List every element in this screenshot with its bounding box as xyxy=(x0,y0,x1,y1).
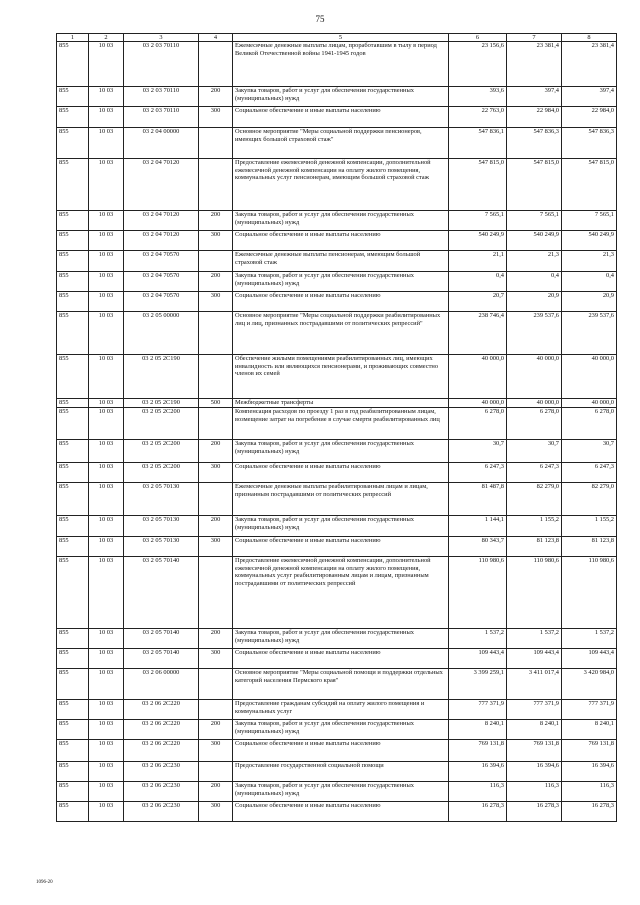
amount-year-3: 16 394,6 xyxy=(562,762,617,782)
amount-year-2: 3 411 017,4 xyxy=(507,669,562,700)
amount-year-1: 23 156,6 xyxy=(449,42,507,87)
table-row xyxy=(57,408,617,440)
amount-year-2: 7 565,1 xyxy=(507,211,562,231)
table-row xyxy=(57,537,617,557)
section-code: 10 03 xyxy=(89,211,124,231)
amount-year-1: 7 565,1 xyxy=(449,211,507,231)
amount-year-3: 6 278,0 xyxy=(562,408,617,440)
target-article: 03 2 06 2С220 xyxy=(124,740,199,762)
column-header-7: 7 xyxy=(507,34,562,42)
expense-type: 300 xyxy=(199,537,233,557)
target-article: 03 2 06 2С230 xyxy=(124,782,199,802)
item-name: Основное мероприятие "Меры социальной поддержки пенсионеров, имеющих большой страховой стаж" xyxy=(233,128,449,159)
item-name: Закупка товаров, работ и услуг для обеспечения государственных (муниципальных) нужд xyxy=(233,440,449,463)
column-header-5: 5 xyxy=(233,34,449,42)
amount-year-1: 81 487,8 xyxy=(449,483,507,516)
amount-year-2: 1 537,2 xyxy=(507,629,562,649)
item-name: Закупка товаров, работ и услуг для обеспечения государственных (муниципальных) нужд xyxy=(233,272,449,292)
amount-year-3: 81 123,8 xyxy=(562,537,617,557)
item-name: Закупка товаров, работ и услуг для обеспечения государственных (муниципальных) нужд xyxy=(233,629,449,649)
amount-year-2: 547 836,3 xyxy=(507,128,562,159)
target-article: 03 2 04 70570 xyxy=(124,272,199,292)
admin-code: 855 xyxy=(57,483,89,516)
amount-year-2: 40 000,0 xyxy=(507,399,562,408)
amount-year-3: 3 420 984,0 xyxy=(562,669,617,700)
target-article: 03 2 05 2С200 xyxy=(124,408,199,440)
section-code: 10 03 xyxy=(89,408,124,440)
admin-code: 855 xyxy=(57,802,89,822)
item-name: Предоставление гражданам субсидий на оплату жилого помещения и коммунальных услуг xyxy=(233,700,449,720)
amount-year-1: 110 980,6 xyxy=(449,557,507,629)
amount-year-1: 21,1 xyxy=(449,251,507,272)
section-code: 10 03 xyxy=(89,399,124,408)
table-row xyxy=(57,440,617,463)
admin-code: 855 xyxy=(57,312,89,355)
amount-year-1: 3 399 259,1 xyxy=(449,669,507,700)
table-row xyxy=(57,399,617,408)
item-name: Ежемесячные денежные выплаты лицам, проработавшим в тылу в период Великой Отечественной войны 1941-1945 годов xyxy=(233,42,449,87)
item-name: Предоставление государственной социальной помощи xyxy=(233,762,449,782)
budget-table xyxy=(56,33,617,822)
admin-code: 855 xyxy=(57,272,89,292)
amount-year-3: 30,7 xyxy=(562,440,617,463)
table-row xyxy=(57,720,617,740)
section-code: 10 03 xyxy=(89,159,124,211)
table-row xyxy=(57,292,617,312)
admin-code: 855 xyxy=(57,399,89,408)
table-row xyxy=(57,87,617,107)
item-name: Ежемесячные денежные выплаты реабилитированным лицам и лицам, признанным пострадавшими от политических репрессий xyxy=(233,483,449,516)
expense-type xyxy=(199,669,233,700)
amount-year-1: 40 000,0 xyxy=(449,355,507,399)
target-article: 03 2 05 2С200 xyxy=(124,440,199,463)
expense-type xyxy=(199,483,233,516)
amount-year-2: 40 000,0 xyxy=(507,355,562,399)
amount-year-1: 6 247,3 xyxy=(449,463,507,483)
amount-year-3: 777 371,9 xyxy=(562,700,617,720)
section-code: 10 03 xyxy=(89,762,124,782)
admin-code: 855 xyxy=(57,87,89,107)
admin-code: 855 xyxy=(57,355,89,399)
target-article: 03 2 04 70120 xyxy=(124,211,199,231)
table-row xyxy=(57,128,617,159)
expense-type xyxy=(199,159,233,211)
amount-year-3: 0,4 xyxy=(562,272,617,292)
amount-year-1: 80 343,7 xyxy=(449,537,507,557)
table-row xyxy=(57,700,617,720)
section-code: 10 03 xyxy=(89,483,124,516)
expense-type: 200 xyxy=(199,272,233,292)
amount-year-2: 777 371,9 xyxy=(507,700,562,720)
section-code: 10 03 xyxy=(89,107,124,128)
amount-year-3: 20,9 xyxy=(562,292,617,312)
section-code: 10 03 xyxy=(89,720,124,740)
expense-type xyxy=(199,128,233,159)
target-article: 03 2 06 00000 xyxy=(124,669,199,700)
table-row xyxy=(57,483,617,516)
amount-year-1: 547 836,1 xyxy=(449,128,507,159)
section-code: 10 03 xyxy=(89,669,124,700)
table-row xyxy=(57,649,617,669)
table-row xyxy=(57,251,617,272)
table-row xyxy=(57,312,617,355)
admin-code: 855 xyxy=(57,42,89,87)
item-name: Закупка товаров, работ и услуг для обеспечения государственных (муниципальных) нужд xyxy=(233,516,449,537)
section-code: 10 03 xyxy=(89,42,124,87)
target-article: 03 2 05 70140 xyxy=(124,649,199,669)
amount-year-1: 109 443,4 xyxy=(449,649,507,669)
amount-year-1: 8 240,1 xyxy=(449,720,507,740)
expense-type: 300 xyxy=(199,107,233,128)
column-header-6: 6 xyxy=(449,34,507,42)
admin-code: 855 xyxy=(57,128,89,159)
table-row xyxy=(57,782,617,802)
amount-year-3: 1 155,2 xyxy=(562,516,617,537)
expense-type xyxy=(199,312,233,355)
target-article: 03 2 03 70110 xyxy=(124,42,199,87)
expense-type: 200 xyxy=(199,782,233,802)
amount-year-1: 22 763,0 xyxy=(449,107,507,128)
amount-year-2: 23 381,4 xyxy=(507,42,562,87)
section-code: 10 03 xyxy=(89,557,124,629)
section-code: 10 03 xyxy=(89,649,124,669)
admin-code: 855 xyxy=(57,740,89,762)
table-row xyxy=(57,107,617,128)
table-row xyxy=(57,669,617,700)
admin-code: 855 xyxy=(57,159,89,211)
admin-code: 855 xyxy=(57,782,89,802)
target-article: 03 2 05 70130 xyxy=(124,516,199,537)
section-code: 10 03 xyxy=(89,128,124,159)
column-header-3: 3 xyxy=(124,34,199,42)
section-code: 10 03 xyxy=(89,251,124,272)
expense-type xyxy=(199,762,233,782)
amount-year-3: 82 279,0 xyxy=(562,483,617,516)
item-name: Социальное обеспечение и иные выплаты населению xyxy=(233,107,449,128)
admin-code: 855 xyxy=(57,516,89,537)
expense-type: 200 xyxy=(199,629,233,649)
section-code: 10 03 xyxy=(89,440,124,463)
item-name: Социальное обеспечение и иные выплаты населению xyxy=(233,802,449,822)
admin-code: 855 xyxy=(57,557,89,629)
amount-year-2: 20,9 xyxy=(507,292,562,312)
table-row xyxy=(57,516,617,537)
amount-year-3: 7 565,1 xyxy=(562,211,617,231)
amount-year-1: 30,7 xyxy=(449,440,507,463)
amount-year-1: 238 746,4 xyxy=(449,312,507,355)
column-header-8: 8 xyxy=(562,34,617,42)
amount-year-1: 540 249,9 xyxy=(449,231,507,251)
amount-year-3: 21,3 xyxy=(562,251,617,272)
table-row xyxy=(57,211,617,231)
expense-type xyxy=(199,42,233,87)
amount-year-1: 777 371,9 xyxy=(449,700,507,720)
amount-year-3: 22 984,0 xyxy=(562,107,617,128)
amount-year-3: 23 381,4 xyxy=(562,42,617,87)
admin-code: 855 xyxy=(57,669,89,700)
table-row xyxy=(57,272,617,292)
section-code: 10 03 xyxy=(89,292,124,312)
item-name: Ежемесячные денежные выплаты пенсионерам, имеющим большой страховой стаж xyxy=(233,251,449,272)
item-name: Закупка товаров, работ и услуг для обеспечения государственных (муниципальных) нужд xyxy=(233,782,449,802)
admin-code: 855 xyxy=(57,251,89,272)
admin-code: 855 xyxy=(57,720,89,740)
amount-year-1: 1 537,2 xyxy=(449,629,507,649)
target-article: 03 2 04 00000 xyxy=(124,128,199,159)
section-code: 10 03 xyxy=(89,629,124,649)
item-name: Обеспечение жилыми помещениями реабилитированных лиц, имеющих инвалидность или являющихся пенсионерами, и проживающих совместно членов их семей xyxy=(233,355,449,399)
section-code: 10 03 xyxy=(89,463,124,483)
section-code: 10 03 xyxy=(89,802,124,822)
item-name: Социальное обеспечение и иные выплаты населению xyxy=(233,231,449,251)
amount-year-3: 540 249,9 xyxy=(562,231,617,251)
section-code: 10 03 xyxy=(89,537,124,557)
amount-year-2: 1 155,2 xyxy=(507,516,562,537)
amount-year-2: 769 131,8 xyxy=(507,740,562,762)
item-name: Компенсация расходов по проезду 1 раз в год реабилитированным лицам, возмещение затрат на погребение в случае смерти реабилитированных лиц xyxy=(233,408,449,440)
section-code: 10 03 xyxy=(89,740,124,762)
amount-year-2: 0,4 xyxy=(507,272,562,292)
column-header-4: 4 xyxy=(199,34,233,42)
amount-year-2: 16 394,6 xyxy=(507,762,562,782)
section-code: 10 03 xyxy=(89,231,124,251)
expense-type xyxy=(199,557,233,629)
admin-code: 855 xyxy=(57,408,89,440)
table-row xyxy=(57,42,617,87)
item-name: Закупка товаров, работ и услуг для обеспечения государственных (муниципальных) нужд xyxy=(233,87,449,107)
amount-year-3: 40 000,0 xyxy=(562,355,617,399)
expense-type: 300 xyxy=(199,740,233,762)
amount-year-3: 1 537,2 xyxy=(562,629,617,649)
item-name: Социальное обеспечение и иные выплаты населению xyxy=(233,537,449,557)
item-name: Закупка товаров, работ и услуг для обеспечения государственных (муниципальных) нужд xyxy=(233,720,449,740)
section-code: 10 03 xyxy=(89,87,124,107)
column-header-1: 1 xyxy=(57,34,89,42)
amount-year-1: 16 394,6 xyxy=(449,762,507,782)
expense-type xyxy=(199,355,233,399)
table-row xyxy=(57,557,617,629)
target-article: 03 2 06 2С220 xyxy=(124,700,199,720)
item-name: Предоставление ежемесячной денежной компенсации, дополнительной ежемесячной денежной компенсации на оплату жилого помещения, коммунальных услуг пенсионерам, имеющим большой страховой стаж xyxy=(233,159,449,211)
target-article: 03 2 05 00000 xyxy=(124,312,199,355)
admin-code: 855 xyxy=(57,440,89,463)
target-article: 03 2 05 70130 xyxy=(124,537,199,557)
amount-year-2: 82 279,0 xyxy=(507,483,562,516)
section-code: 10 03 xyxy=(89,700,124,720)
section-code: 10 03 xyxy=(89,272,124,292)
target-article: 03 2 06 2С220 xyxy=(124,720,199,740)
table-row xyxy=(57,159,617,211)
expense-type xyxy=(199,700,233,720)
amount-year-2: 8 240,1 xyxy=(507,720,562,740)
amount-year-2: 540 249,9 xyxy=(507,231,562,251)
expense-type: 200 xyxy=(199,440,233,463)
admin-code: 855 xyxy=(57,762,89,782)
table-row xyxy=(57,762,617,782)
amount-year-2: 30,7 xyxy=(507,440,562,463)
amount-year-2: 22 984,0 xyxy=(507,107,562,128)
amount-year-2: 6 247,3 xyxy=(507,463,562,483)
item-name: Предоставление ежемесячной денежной компенсации, дополнительной ежемесячной денежной компенсации на оплату жилого помещения, коммунальных услуг реабилитированным лицам и лицам, признанным пострадавшими от политических репрессий xyxy=(233,557,449,629)
expense-type: 200 xyxy=(199,87,233,107)
amount-year-3: 16 278,3 xyxy=(562,802,617,822)
amount-year-3: 109 443,4 xyxy=(562,649,617,669)
table-header-row xyxy=(57,34,617,42)
admin-code: 855 xyxy=(57,107,89,128)
table-row xyxy=(57,740,617,762)
target-article: 03 2 03 70110 xyxy=(124,87,199,107)
target-article: 03 2 06 2С230 xyxy=(124,802,199,822)
table-row xyxy=(57,355,617,399)
expense-type: 300 xyxy=(199,231,233,251)
amount-year-2: 81 123,8 xyxy=(507,537,562,557)
target-article: 03 2 05 70130 xyxy=(124,483,199,516)
target-article: 03 2 05 2С190 xyxy=(124,355,199,399)
amount-year-2: 547 815,0 xyxy=(507,159,562,211)
amount-year-1: 40 000,0 xyxy=(449,399,507,408)
expense-type: 200 xyxy=(199,211,233,231)
amount-year-3: 239 537,6 xyxy=(562,312,617,355)
expense-type: 500 xyxy=(199,399,233,408)
column-header-2: 2 xyxy=(89,34,124,42)
amount-year-2: 16 278,3 xyxy=(507,802,562,822)
target-article: 03 2 03 70110 xyxy=(124,107,199,128)
section-code: 10 03 xyxy=(89,782,124,802)
amount-year-1: 20,7 xyxy=(449,292,507,312)
admin-code: 855 xyxy=(57,649,89,669)
admin-code: 855 xyxy=(57,211,89,231)
item-name: Социальное обеспечение и иные выплаты населению xyxy=(233,292,449,312)
footer-code: 1096-20 xyxy=(36,880,53,885)
amount-year-3: 40 000,0 xyxy=(562,399,617,408)
amount-year-1: 6 278,0 xyxy=(449,408,507,440)
amount-year-3: 110 980,6 xyxy=(562,557,617,629)
expense-type: 200 xyxy=(199,516,233,537)
amount-year-1: 769 131,8 xyxy=(449,740,507,762)
expense-type: 300 xyxy=(199,292,233,312)
admin-code: 855 xyxy=(57,292,89,312)
target-article: 03 2 04 70570 xyxy=(124,251,199,272)
admin-code: 855 xyxy=(57,463,89,483)
amount-year-3: 6 247,3 xyxy=(562,463,617,483)
section-code: 10 03 xyxy=(89,312,124,355)
target-article: 03 2 05 2С200 xyxy=(124,463,199,483)
target-article: 03 2 05 2С190 xyxy=(124,399,199,408)
expense-type: 300 xyxy=(199,649,233,669)
item-name: Социальное обеспечение и иные выплаты населению xyxy=(233,740,449,762)
amount-year-2: 110 980,6 xyxy=(507,557,562,629)
section-code: 10 03 xyxy=(89,516,124,537)
amount-year-2: 21,3 xyxy=(507,251,562,272)
item-name: Социальное обеспечение и иные выплаты населению xyxy=(233,463,449,483)
expense-type: 300 xyxy=(199,802,233,822)
expense-type xyxy=(199,251,233,272)
amount-year-2: 6 278,0 xyxy=(507,408,562,440)
amount-year-3: 8 240,1 xyxy=(562,720,617,740)
target-article: 03 2 05 70140 xyxy=(124,557,199,629)
expense-type xyxy=(199,408,233,440)
item-name: Закупка товаров, работ и услуг для обеспечения государственных (муниципальных) нужд xyxy=(233,211,449,231)
table-row xyxy=(57,629,617,649)
item-name: Социальное обеспечение и иные выплаты населению xyxy=(233,649,449,669)
amount-year-1: 0,4 xyxy=(449,272,507,292)
amount-year-1: 393,6 xyxy=(449,87,507,107)
target-article: 03 2 04 70120 xyxy=(124,231,199,251)
amount-year-2: 397,4 xyxy=(507,87,562,107)
amount-year-3: 547 836,3 xyxy=(562,128,617,159)
admin-code: 855 xyxy=(57,537,89,557)
table-row xyxy=(57,802,617,822)
amount-year-2: 109 443,4 xyxy=(507,649,562,669)
table-row xyxy=(57,463,617,483)
admin-code: 855 xyxy=(57,629,89,649)
amount-year-2: 239 537,6 xyxy=(507,312,562,355)
amount-year-3: 769 131,8 xyxy=(562,740,617,762)
amount-year-1: 116,3 xyxy=(449,782,507,802)
amount-year-3: 116,3 xyxy=(562,782,617,802)
section-code: 10 03 xyxy=(89,355,124,399)
amount-year-1: 547 815,0 xyxy=(449,159,507,211)
amount-year-1: 1 144,1 xyxy=(449,516,507,537)
expense-type: 200 xyxy=(199,720,233,740)
target-article: 03 2 05 70140 xyxy=(124,629,199,649)
amount-year-2: 116,3 xyxy=(507,782,562,802)
admin-code: 855 xyxy=(57,231,89,251)
item-name: Основное мероприятие "Меры социальной поддержки реабилитированных лиц и лиц, признанных пострадавшими от политических репрессий" xyxy=(233,312,449,355)
target-article: 03 2 06 2С230 xyxy=(124,762,199,782)
item-name: Межбюджетные трансферты xyxy=(233,399,449,408)
amount-year-3: 397,4 xyxy=(562,87,617,107)
admin-code: 855 xyxy=(57,700,89,720)
item-name: Основное мероприятие "Меры социальной помощи и поддержки отдельных категорий населения Пермского края" xyxy=(233,669,449,700)
page-number: 75 xyxy=(315,14,325,24)
amount-year-1: 16 278,3 xyxy=(449,802,507,822)
target-article: 03 2 04 70570 xyxy=(124,292,199,312)
target-article: 03 2 04 70120 xyxy=(124,159,199,211)
amount-year-3: 547 815,0 xyxy=(562,159,617,211)
expense-type: 300 xyxy=(199,463,233,483)
table-row xyxy=(57,231,617,251)
